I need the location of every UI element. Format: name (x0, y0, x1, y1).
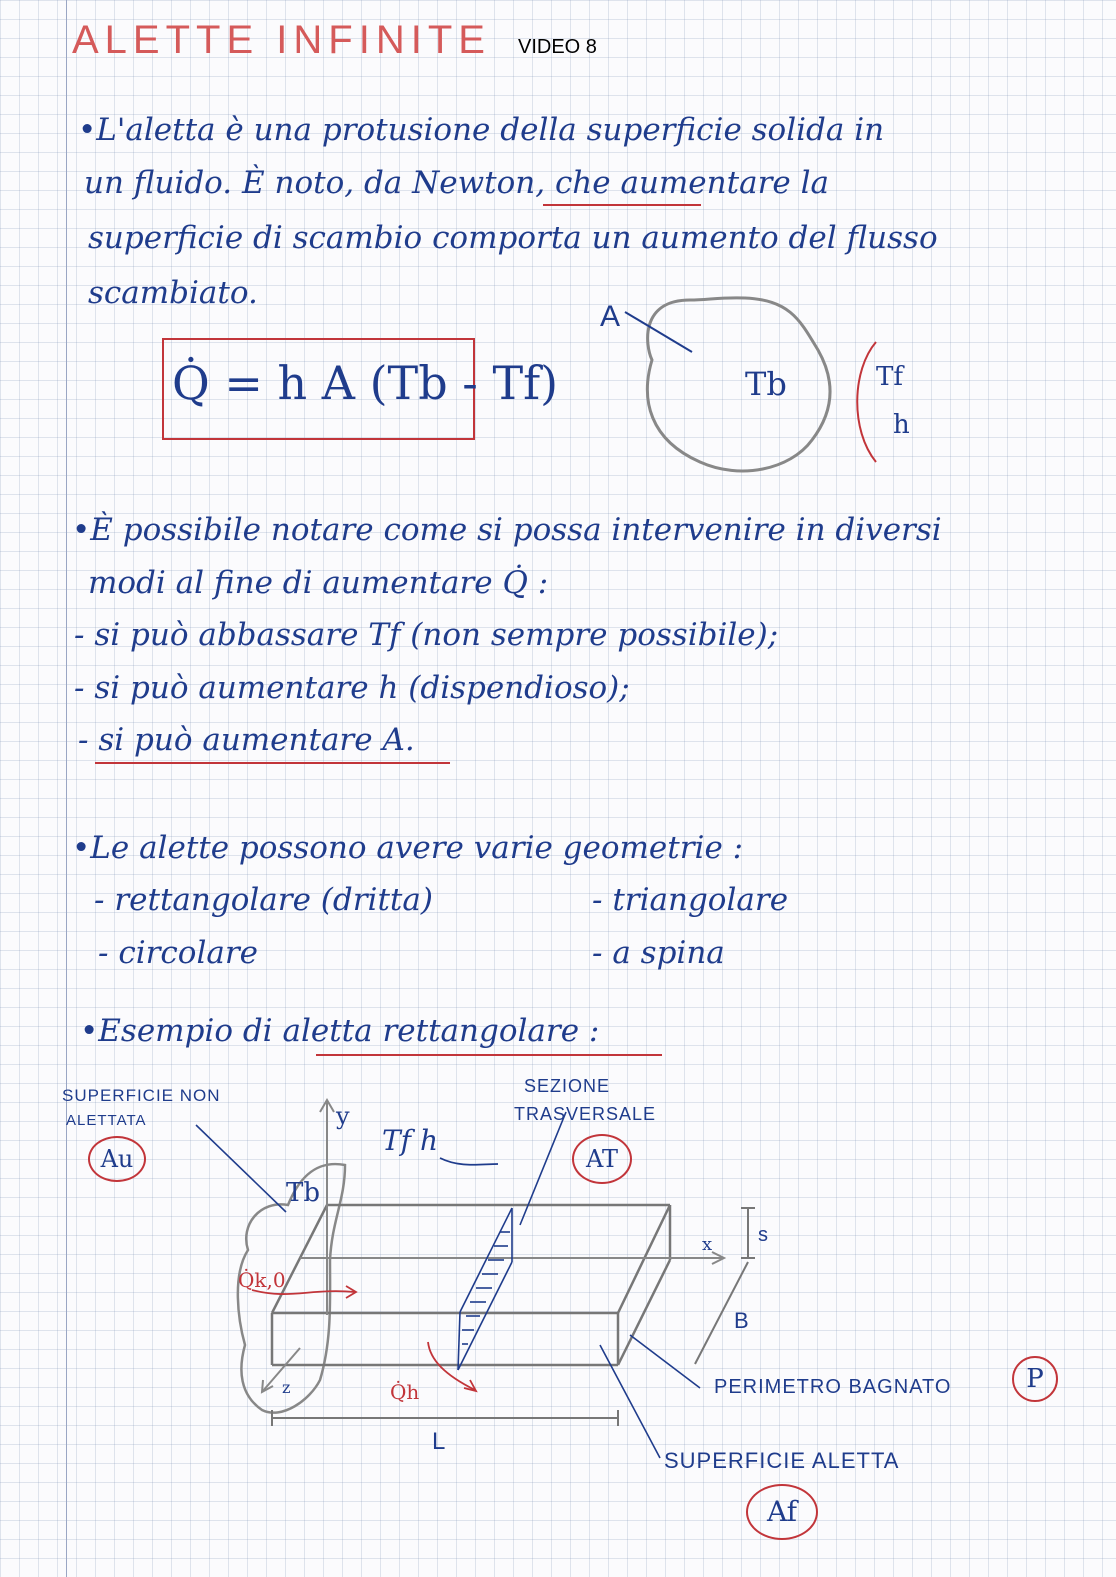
ways-item-3: - si può aumentare A. (78, 722, 415, 758)
example-pre: •Esempio di (80, 1013, 283, 1049)
example-post: : (579, 1013, 600, 1049)
p-symbol: P (1012, 1356, 1058, 1402)
fin-surface-label: SUPERFICIE ALETTA (664, 1448, 900, 1473)
ways-line-2: modi al fine di aumentare Q̇ : (88, 565, 549, 601)
au-symbol: Au (88, 1136, 146, 1182)
example-underlined: aletta rettangolare (282, 1013, 580, 1049)
z-axis-label: z (282, 1378, 291, 1397)
ways-line-1: •È possibile notare come si possa intervenire in diversi (72, 512, 942, 548)
intro-line-2-post: , che aumentare la (535, 165, 829, 201)
geometry-circular: - circolare (98, 935, 259, 971)
label-tb: Tb (745, 365, 787, 403)
label-tf: Tf (876, 362, 903, 392)
base-tb-label: Tb (286, 1178, 320, 1208)
intro-line-3: superficie di scambio comporta un aumento del flusso (88, 220, 938, 256)
geometry-spine: - a spina (592, 935, 725, 971)
cross-section-label-2: TRASVERSALE (514, 1104, 657, 1124)
video-label: VIDEO 8 (518, 36, 597, 58)
intro-line-2-pre: un fluido. È noto, da (84, 165, 413, 201)
label-h: h (893, 410, 910, 440)
page-title: ALETTE INFINITE (72, 18, 491, 62)
y-axis-label: y (336, 1102, 350, 1130)
thickness-s-label: s (758, 1224, 768, 1246)
newton-word: Newton (412, 165, 536, 201)
intro-line-4: scambiato. (88, 275, 258, 311)
af-symbol: Af (746, 1484, 818, 1540)
fluid-arrow (440, 1158, 498, 1165)
flux-arrows (252, 1286, 476, 1391)
non-finned-surface-label-2: ALETTATA (66, 1112, 147, 1129)
qk0-label: Q̇k,0 (238, 1268, 286, 1292)
width-b-label: B (734, 1308, 749, 1333)
dimension-lines (272, 1208, 755, 1426)
cross-section-label-1: SEZIONE (524, 1076, 611, 1096)
geometry-rectangular: - rettangolare (dritta) (94, 882, 433, 918)
ways-item-1: - si può abbassare Tf (non sempre possibile); (74, 617, 779, 653)
qh-label: Q̇h (390, 1380, 420, 1404)
geometries-intro: •Le alette possono avere varie geometrie : (72, 830, 744, 866)
wetted-perimeter-label: PERIMETRO BAGNATO (714, 1376, 952, 1398)
cross-section-hatch (458, 1208, 512, 1370)
at-symbol: AT (572, 1134, 632, 1184)
ways-item-2: - si può aumentare h (dispendioso); (74, 670, 630, 706)
non-finned-surface-label-1: SUPERFICIE NON (62, 1086, 221, 1105)
label-area-a: A (600, 300, 621, 333)
intro-line-1: •L'aletta è una protusione della superficie solida in (78, 112, 885, 148)
heat-flux-equation: Q̇ = h A (Tb - Tf) (172, 356, 559, 410)
geometry-triangular: - triangolare (592, 882, 789, 918)
x-axis-label: x (702, 1234, 713, 1255)
fin-box (272, 1205, 670, 1365)
length-l-label: L (432, 1428, 446, 1455)
fluid-tf-h-label: Tf h (382, 1124, 438, 1157)
